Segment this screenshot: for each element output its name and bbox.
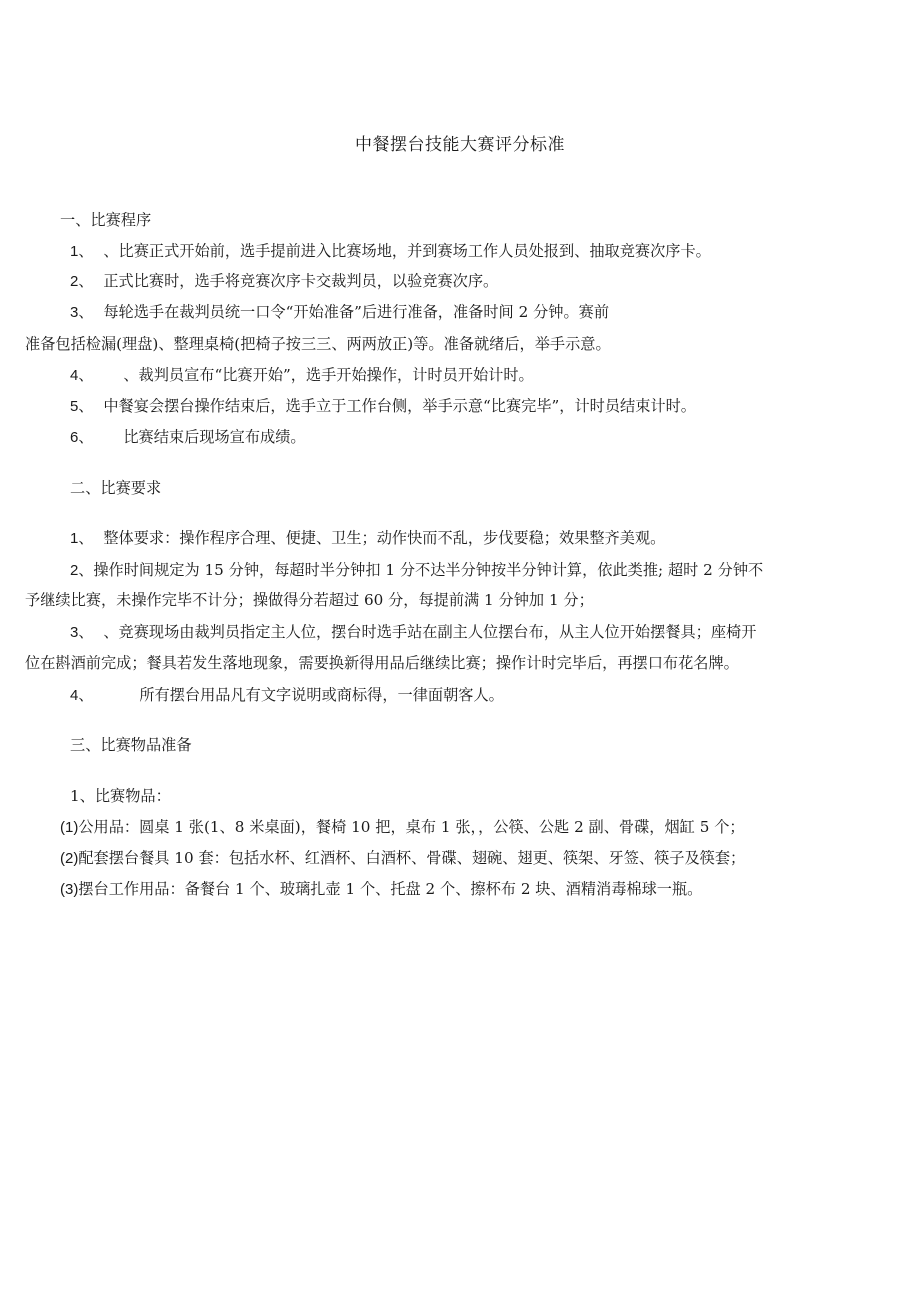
item-text: 中餐宴会摆台操作结束后，选手立于工作台侧，举手示意“比赛完毕”，计时员结束计时。 xyxy=(103,397,696,415)
item-number: (1) xyxy=(60,819,79,836)
section-heading-procedure: 一、比赛程序 xyxy=(60,211,152,229)
procedure-item-2 xyxy=(70,271,498,292)
item-number: 1、 xyxy=(70,530,94,547)
requirement-item-3 xyxy=(70,622,756,643)
item-text: 配套摆台餐具 10 套：包括水杯、红酒杯、白酒杯、骨碟、翅碗、翅更、筷架、牙签、筷子及筷套； xyxy=(78,849,746,867)
item-text: 正式比赛时，选手将竞赛次序卡交裁判员，以验竞赛次序。 xyxy=(103,272,499,290)
item-text: 、竞赛现场由裁判员指定主人位，摆台时选手站在副主人位摆台布，从主人位开始摆餐具；座椅开 xyxy=(103,623,757,641)
materials-item-3 xyxy=(60,879,702,900)
procedure-item-1 xyxy=(70,241,711,262)
item-number: 2、 xyxy=(70,562,94,579)
document-title: 中餐摆台技能大赛评分标准 xyxy=(355,135,565,155)
item-number: (3) xyxy=(60,881,79,898)
item-number: 4、 xyxy=(70,367,94,384)
item-text: 操作时间规定为 15 分钟，每超时半分钟扣 1 分不达半分钟按半分钟计算，依此类推; 超时 2 分钟不 xyxy=(93,561,764,579)
procedure-item-5 xyxy=(70,396,696,417)
item-text: 比赛结束后现场宣布成绩。 xyxy=(123,428,306,446)
item-text: 、裁判员宣布“比赛开始”，选手开始操作，计时员开始计时。 xyxy=(123,366,534,384)
item-text: 、比赛正式开始前，选手提前进入比赛场地，并到赛场工作人员处报到、抽取竞赛次序卡。 xyxy=(103,242,711,260)
item-text: 每轮选手在裁判员统一口令“开始准备”后进行准备，准备时间 2 分钟。赛前 xyxy=(103,303,610,321)
item-text: 所有摆台用品凡有文字说明或商标得，一律面朝客人。 xyxy=(139,686,504,704)
section-heading-requirements: 二、比赛要求 xyxy=(70,479,162,497)
item-number: 2、 xyxy=(70,273,94,290)
materials-item-2 xyxy=(60,848,745,869)
procedure-item-3-continuation: 准备包括检漏(理盘)、整理桌椅(把椅子按三三、两两放正)等。准备就绪后，举手示意。 xyxy=(25,335,611,353)
materials-subheading: 1、比赛物品： xyxy=(70,787,171,805)
procedure-item-3 xyxy=(70,302,609,323)
item-number: 4、 xyxy=(70,687,94,704)
item-number: 1、 xyxy=(70,243,94,260)
item-text: 整体要求：操作程序合理、便捷、卫生；动作快而不乱，步伐要稳；效果整齐美观。 xyxy=(103,529,666,547)
item-text: 公用品：圆桌 1 张(1、8 米桌面)，餐椅 10 把，桌布 1 张，，公筷、公匙 2 副、骨碟，烟缸 5 个； xyxy=(78,818,745,836)
item-number: 3、 xyxy=(70,304,94,321)
item-text: 摆台工作用品：备餐台 1 个、玻璃扎壶 1 个、托盘 2 个、擦杯布 2 块、酒精消毒棉球一瓶。 xyxy=(78,880,703,898)
requirement-item-2-continuation: 予继续比赛，未操作完毕不计分；操做得分若超过 60 分，每提前满 1 分钟加 1 分； xyxy=(25,591,594,609)
item-number: 6、 xyxy=(70,429,94,446)
requirement-item-3-continuation: 位在斟酒前完成；餐具若发生落地现象，需要换新得用品后继续比赛；操作计时完毕后，再摆口布花名牌。 xyxy=(25,654,739,672)
requirement-item-2 xyxy=(70,560,763,581)
requirement-item-4 xyxy=(70,685,504,706)
section-heading-materials: 三、比赛物品准备 xyxy=(70,736,192,754)
item-number: 5、 xyxy=(70,398,94,415)
materials-item-1 xyxy=(60,817,745,838)
requirement-item-1 xyxy=(70,528,665,549)
item-number: 3、 xyxy=(70,624,94,641)
item-number: (2) xyxy=(60,850,79,867)
procedure-item-4 xyxy=(70,365,534,386)
procedure-item-6 xyxy=(70,427,306,448)
